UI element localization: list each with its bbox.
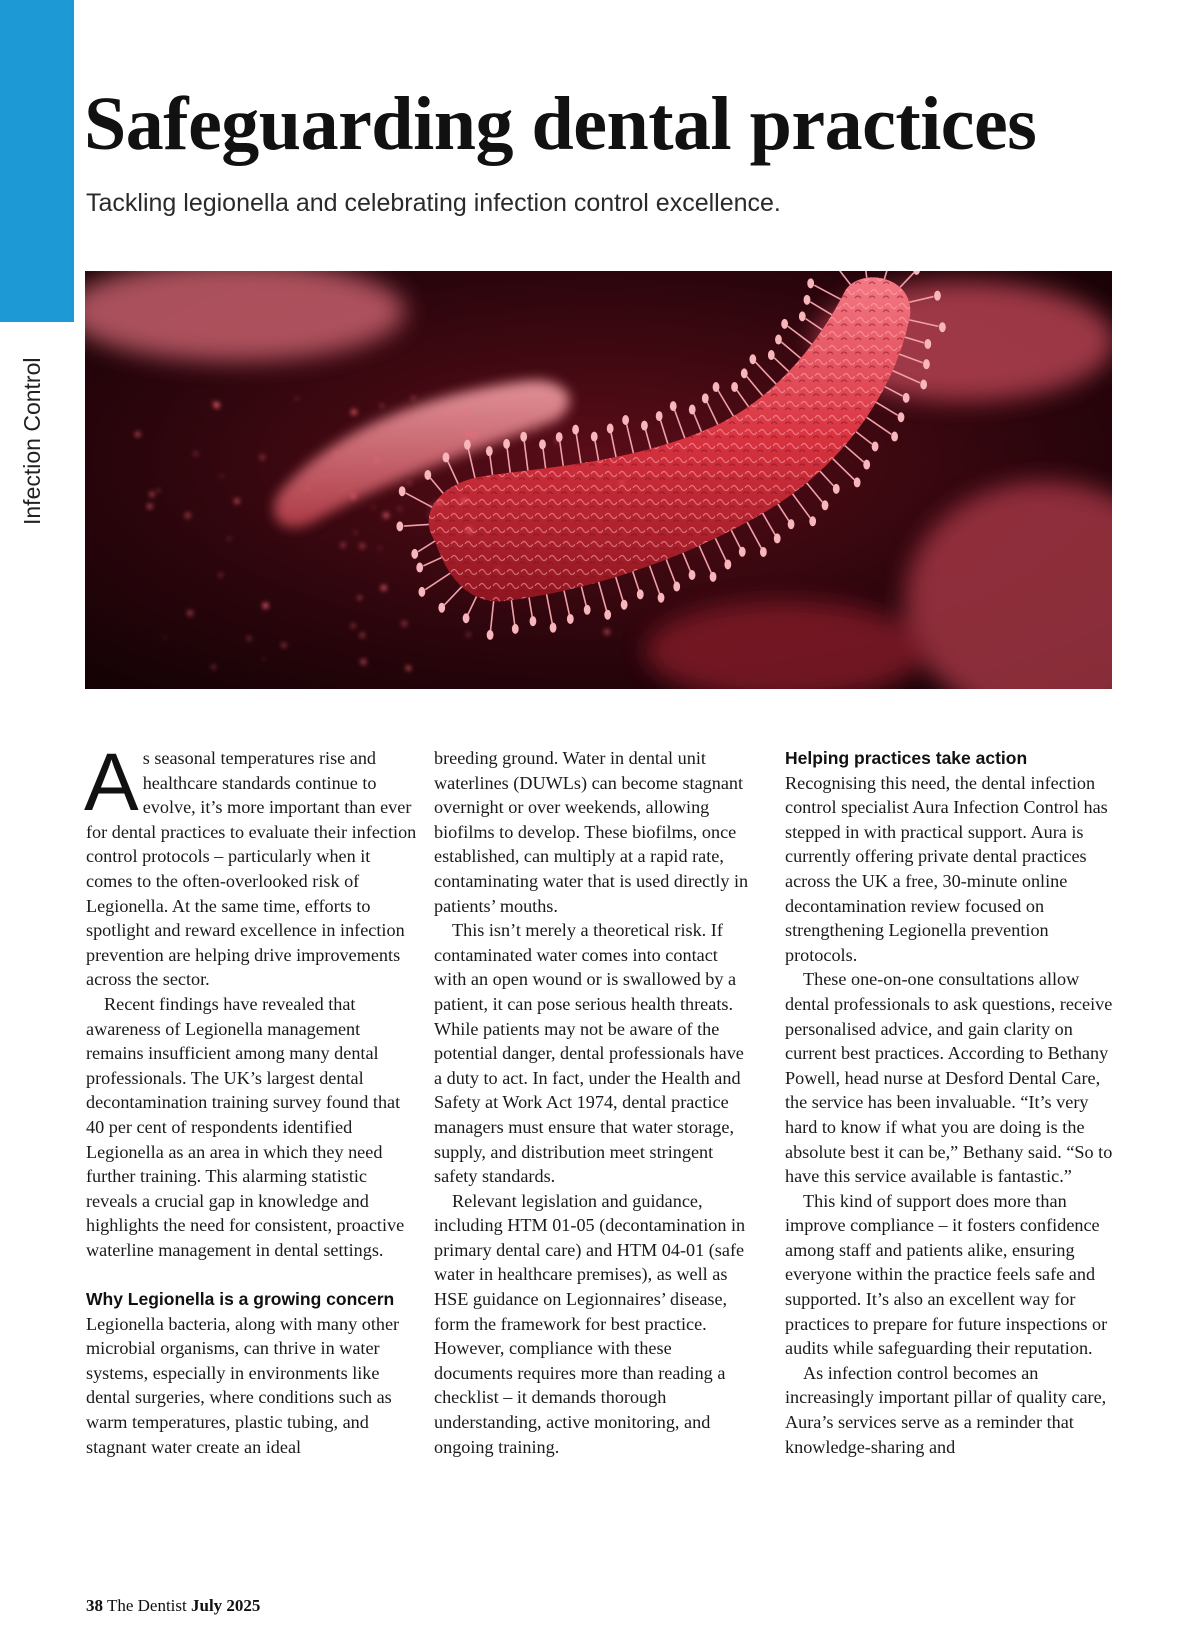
flagellum-tip	[411, 549, 418, 559]
particle	[383, 512, 389, 518]
particle	[194, 452, 198, 456]
flagellum-tip	[520, 432, 527, 442]
particle	[462, 498, 467, 503]
flagellum-tip	[854, 477, 861, 487]
flagellum-tip	[923, 359, 930, 369]
particle	[398, 508, 401, 511]
particle	[373, 506, 375, 508]
particle	[135, 432, 140, 437]
particle	[380, 404, 383, 407]
flagellum-tip	[689, 405, 696, 415]
particle	[358, 596, 361, 599]
flagellum-tip	[775, 335, 782, 345]
particle	[147, 504, 152, 509]
flagellum-tip	[463, 613, 470, 623]
particle	[150, 492, 154, 496]
flagellum-tip	[804, 295, 811, 305]
particle	[212, 400, 214, 402]
particle	[187, 610, 193, 616]
particle	[428, 513, 430, 515]
flagellum-tip	[567, 614, 574, 624]
particle	[281, 643, 286, 648]
particle	[296, 398, 298, 400]
particle	[234, 499, 239, 504]
flagellum-tip	[822, 500, 829, 510]
flagellum-tip	[749, 354, 756, 364]
particle	[465, 410, 469, 414]
particle	[620, 480, 624, 484]
flagellum-tip	[781, 319, 788, 329]
flagellum-tip	[670, 401, 677, 411]
body-column-1	[84, 737, 418, 1459]
page-footer	[86, 1596, 260, 1616]
paragraph: This isn’t merely a theoretical risk. If contaminated water comes into contact with an open wound or is swallowed by a patient, it can pose serious health threats. While patients may not be aware of the potential danger, dental professionals have a duty to act. In fact, under the Health and Safety at Work Act 1974, dental practice managers must ensure that water storage, supply, and distribution meet stringent safety standards.	[434, 920, 744, 1187]
flagellum-tip	[898, 412, 905, 422]
flagellum-tip	[658, 593, 665, 603]
particle	[157, 489, 160, 492]
paragraph: Relevant legislation and guidance, including HTM 01-05 (decontamination in primary dental care) and HTM 04-01 (safe water in healthcare premises), as well as HSE guidance on Legionnaires’ disease, form the framework for best practice. However, compliance with these documents requires more than reading a checklist – it demands thorough understanding, active monitoring, and ongoing training.	[434, 1190, 746, 1457]
flagellum-tip	[656, 411, 663, 421]
particle	[214, 402, 220, 408]
hero-image	[85, 271, 1112, 689]
flagellum-tip	[788, 519, 795, 529]
particle	[589, 549, 591, 551]
flagellum-tip	[872, 441, 879, 451]
flagellum-tip	[760, 547, 767, 557]
legionella-bacteria-illustration	[85, 271, 1112, 689]
paragraph: Legionella bacteria, along with many other microbial organisms, can thrive in water systems, especially in environments like dental surgeries, where conditions such as warm temperatures, plastic tubing, and stagnant water create an ideal	[86, 1313, 400, 1457]
particle	[401, 621, 407, 627]
particle	[381, 585, 386, 590]
flagellum-tip	[530, 616, 537, 626]
flagellum-tip	[607, 424, 614, 434]
article-subtitle: Tackling legionella and celebrating infection control excellence.	[86, 189, 781, 217]
particle	[360, 659, 366, 665]
particle	[359, 543, 365, 549]
flagellum-tip	[621, 600, 628, 610]
particle	[466, 528, 472, 534]
flagellum-tip	[768, 350, 775, 360]
particle	[408, 482, 411, 485]
particle	[351, 409, 357, 415]
particle	[623, 534, 625, 536]
flagellum-tip	[604, 610, 611, 620]
flagellum-tip	[443, 452, 450, 462]
particle	[436, 501, 441, 506]
page-number: 38	[86, 1596, 103, 1615]
publication-name: The Dentist	[106, 1596, 187, 1615]
flagellum-tip	[807, 278, 814, 288]
particle	[448, 413, 452, 417]
flagellum-tip	[418, 587, 425, 597]
particle	[472, 433, 476, 437]
flagellum-tip	[641, 421, 648, 431]
flagellum-tip	[512, 624, 519, 634]
particle	[351, 494, 355, 498]
particle	[375, 459, 379, 463]
flagellum-tip	[863, 460, 870, 470]
particle	[260, 455, 265, 460]
paragraph: Recognising this need, the dental infection control specialist Aura Infection Control has stepped in with practical support. Aura is currently offering private dental practices across the UK a free, 30-minute online decontamination review focused on strengthening Legionella prevention protocols.	[785, 772, 1108, 965]
particle	[555, 439, 559, 443]
flagellum-tip	[399, 486, 406, 496]
flagellum-tip	[572, 425, 579, 435]
body-column-2	[434, 746, 754, 1459]
flagellum-tip	[903, 393, 910, 403]
body-column-3	[785, 746, 1115, 1459]
flagellum-tip	[486, 446, 493, 456]
flagellum-tip	[741, 368, 748, 378]
section-label: Infection Control	[19, 357, 45, 525]
particle	[496, 568, 499, 571]
flagellum-tip	[739, 547, 746, 557]
paragraph: breeding ground. Water in dental unit waterlines (DUWLs) can become stagnant overnight or over weekends, allowing biofilms to develop. These biofilms, once established, can multiply at a rapid rate, contaminating water that is used directly in patients’ mouths.	[434, 748, 749, 916]
paragraph: s seasonal temperatures rise and healthcare standards continue to evolve, it’s more important than ever for dental practices to evaluate their infection control protocols – particularly when it comes to the often-overlooked risk of Legionella. At the same time, efforts to spotlight and reward excellence in infection prevention are helping drive improvements across the sector.	[86, 748, 417, 990]
particle	[360, 633, 365, 638]
particle	[406, 666, 411, 671]
particle	[227, 537, 230, 540]
article-title: Safeguarding dental practices	[84, 82, 1037, 166]
flagellum-tip	[920, 379, 927, 389]
particle	[465, 432, 470, 437]
particle	[351, 624, 355, 628]
flagellum-tip	[891, 432, 898, 442]
particle	[185, 512, 191, 518]
flagellum-tip	[550, 623, 557, 633]
particle	[412, 396, 415, 399]
flagellum-tip	[591, 432, 598, 442]
particle	[263, 603, 269, 609]
paragraph: These one-on-one consultations allow dental professionals to ask questions, receive personalised advice, and gain clarity on current best practices. According to Bethany Powell, head nurse at Desford Dental Care, the service has been invaluable. “It’s very hard to know if what you are doing is the absolute best it can be,” Bethany said. “So to have this service available is fantastic.”	[785, 969, 1113, 1187]
particle	[164, 637, 166, 639]
section-heading: Why Legionella is a growing concern	[86, 1289, 395, 1310]
flagellum-tip	[539, 439, 546, 449]
flagellum-tip	[713, 382, 720, 392]
particle	[341, 543, 346, 548]
flagellum-tip	[774, 533, 781, 543]
flagellum-tip	[637, 589, 644, 599]
flagellum-tip	[833, 484, 840, 494]
drop-cap: A	[84, 737, 139, 828]
particle	[604, 629, 609, 634]
flagellum-tip	[731, 382, 738, 392]
particle	[334, 452, 338, 456]
flagellum-tip	[464, 440, 471, 450]
flagellum-tip	[673, 582, 680, 592]
flagellum-tip	[934, 291, 941, 301]
particle	[535, 428, 538, 431]
paragraph: As infection control becomes an increasingly important pillar of quality care, Aura’s services serve as a reminder that knowledge-sharing and	[785, 1362, 1107, 1457]
flagellum-tip	[584, 605, 591, 615]
flagellum-tip	[424, 470, 431, 480]
particle	[430, 504, 433, 507]
flagellum-tip	[622, 415, 629, 425]
flagellum-tip	[939, 322, 946, 332]
flagellum-tip	[438, 603, 445, 613]
particle	[354, 532, 356, 534]
particle	[212, 665, 216, 669]
particle	[307, 488, 309, 490]
flagellum-tip	[416, 563, 423, 573]
flagellum-tip	[396, 521, 403, 531]
flagellum-tip	[710, 572, 717, 582]
paragraph: Recent findings have revealed that awareness of Legionella management remains insufficient among many dental professionals. The UK’s largest dental decontamination training survey found that 40 per cent of respondents identified Legionella as an area in which they need further training. This alarming statistic reveals a crucial gap in knowledge and highlights the need for consistent, proactive waterline management in dental settings.	[86, 993, 405, 1260]
flagellum-tip	[503, 439, 510, 449]
particle	[263, 658, 265, 660]
particle	[379, 547, 382, 550]
flagellum-tip	[702, 393, 709, 403]
particle	[219, 574, 222, 577]
particle	[221, 475, 223, 477]
section-heading: Helping practices take action	[785, 748, 1028, 768]
flagellum-tip	[689, 570, 696, 580]
flagellum-tip	[924, 339, 931, 349]
flagellum-tip	[799, 311, 806, 321]
flagellum-tip	[724, 559, 731, 569]
particle	[247, 637, 251, 641]
issue-date: July 2025	[191, 1596, 261, 1615]
paragraph: This kind of support does more than improve compliance – it fosters confidence among staff and patients alike, ensuring everyone within the practice feels safe and supported. It’s also an excellent way for practices to prepare for future inspections or audits while safeguarding their reputation.	[785, 1190, 1108, 1359]
flagellum-tip	[809, 516, 816, 526]
section-color-tab	[0, 0, 74, 322]
particle	[467, 633, 470, 636]
flagellum-tip	[487, 630, 494, 640]
